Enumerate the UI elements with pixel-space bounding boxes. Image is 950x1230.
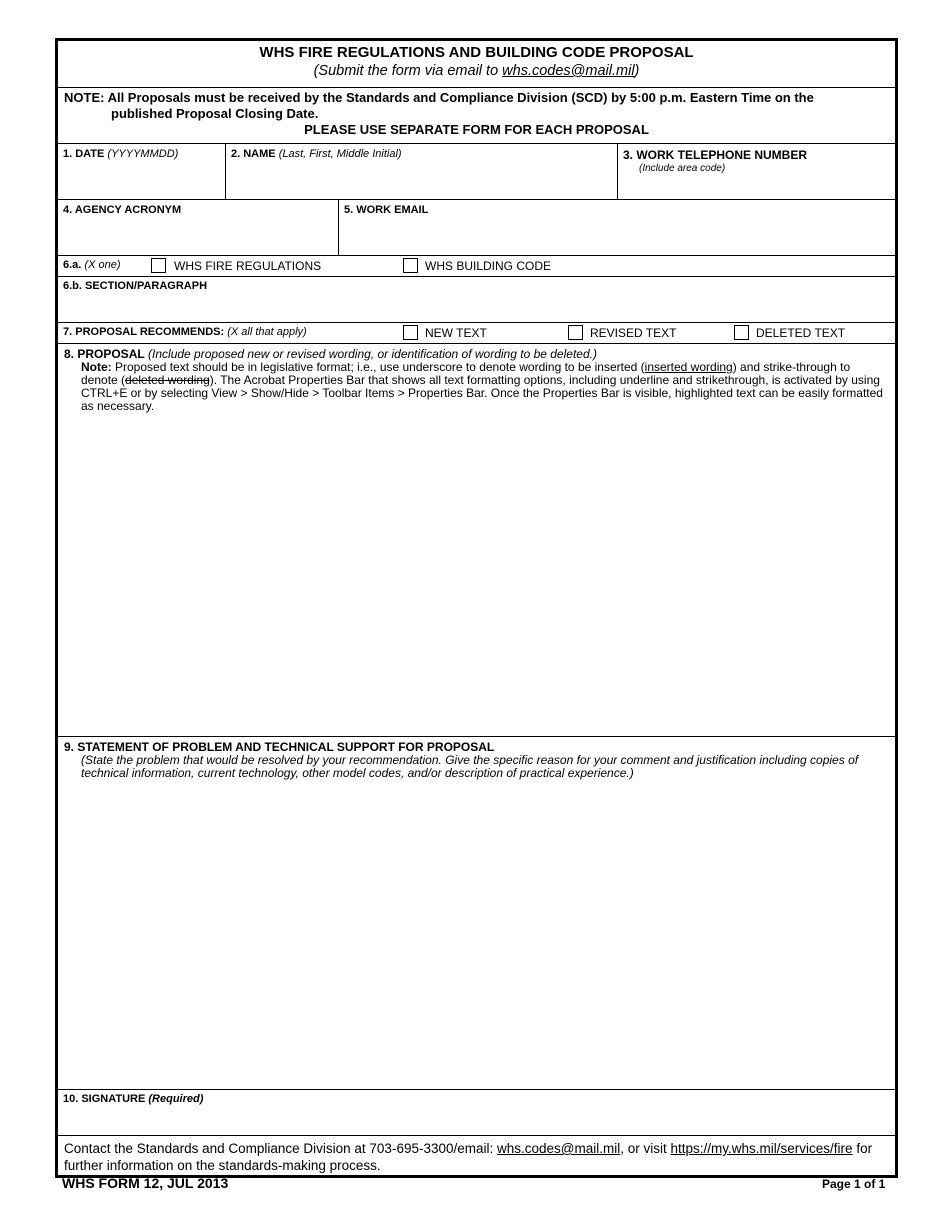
name-label: 2. NAME: [231, 148, 276, 160]
fire-regulations-label: WHS FIRE REGULATIONS: [174, 259, 322, 273]
statement-label: 9. STATEMENT OF PROBLEM AND TECHNICAL SUPPORT FOR PROPOSAL: [64, 740, 495, 754]
inserted-wording-example: inserted wording: [644, 360, 733, 374]
notice-line-1: NOTE: All Proposals must be received by the Standards and Compliance Division (SCD) by 5:00 p.m. Eastern Time on the: [64, 90, 814, 105]
phone-hint: (Include area code): [639, 163, 726, 174]
sec6a-label: 6.a.: [63, 259, 82, 271]
phone-label: 3. WORK TELEPHONE NUMBER: [623, 148, 808, 162]
sec6a-hint: (X one): [84, 259, 121, 271]
work-email-field[interactable]: [339, 200, 895, 255]
page-number: Page 1 of 1: [822, 1177, 886, 1191]
deleted-text-label: DELETED TEXT: [756, 326, 846, 340]
contact-email-link[interactable]: whs.codes@mail.mil: [497, 1141, 621, 1156]
proposal-label: 8. PROPOSAL: [64, 347, 145, 361]
name-field[interactable]: [226, 144, 618, 199]
sec7-hint: (X all that apply): [227, 326, 307, 338]
subtitle-prefix: (Submit the form via email to: [313, 63, 503, 79]
row-identity: [58, 144, 895, 200]
new-text-label: NEW TEXT: [425, 326, 487, 340]
form-header: [58, 41, 895, 88]
date-field[interactable]: [58, 144, 226, 199]
contact-box: [58, 1136, 895, 1175]
date-label: 1. DATE: [63, 148, 105, 160]
statement-field[interactable]: [58, 737, 895, 1090]
work-email-label: 5. WORK EMAIL: [344, 204, 429, 216]
agency-field[interactable]: [58, 200, 339, 255]
section-paragraph-field[interactable]: [58, 277, 895, 323]
statement-instructions: [64, 741, 884, 780]
contact-middle: , or visit: [620, 1141, 671, 1156]
note-text-a: Proposed text should be in legislative format; i.e., use underscore to denote wording to be inserted (: [111, 360, 645, 374]
signature-field[interactable]: [58, 1090, 895, 1136]
building-code-label: WHS BUILDING CODE: [425, 259, 552, 273]
proposal-instructions: [64, 348, 884, 413]
proposal-hint: (Include proposed new or revised wording, or identification of wording to be deleted.): [148, 347, 597, 361]
new-text-checkbox[interactable]: [403, 325, 418, 340]
statement-hint: (State the problem that would be resolved by your recommendation. Give the specific reason for your comment and justification including copies of technical information, current technology, other model codes, and/or description of practical experience.): [81, 753, 859, 780]
note-text-b: ) and strike-through to denote (: [81, 360, 851, 387]
row-6a: [58, 256, 895, 277]
row-7: [58, 323, 895, 344]
note-label: Note:: [81, 360, 112, 374]
building-code-checkbox[interactable]: [403, 258, 418, 273]
proposal-field[interactable]: [58, 344, 895, 737]
deleted-text-checkbox[interactable]: [734, 325, 749, 340]
phone-field[interactable]: [618, 144, 895, 199]
date-hint: (YYYYMMDD): [107, 148, 179, 160]
sec6b-label: 6.b. SECTION/PARAGRAPH: [63, 280, 208, 292]
row-contact: [58, 200, 895, 256]
form-number: WHS FORM 12, JUL 2013: [62, 1175, 229, 1191]
subtitle-suffix: ): [634, 63, 640, 79]
services-link[interactable]: https://my.whs.mil/services/fire: [670, 1141, 853, 1156]
proposal-form: [55, 38, 898, 1178]
notice-box: [58, 88, 895, 144]
submit-email-link[interactable]: whs.codes@mail.mil: [502, 63, 635, 79]
contact-suffix: for further information on the standards-making process.: [64, 1141, 873, 1173]
agency-label: 4. AGENCY ACRONYM: [63, 204, 182, 216]
revised-text-label: REVISED TEXT: [590, 326, 677, 340]
signature-label: 10. SIGNATURE: [63, 1093, 146, 1105]
notice-line-2: published Proposal Closing Date.: [111, 106, 319, 121]
signature-hint: (Required): [148, 1093, 204, 1105]
revised-text-checkbox[interactable]: [568, 325, 583, 340]
form-title: WHS FIRE REGULATIONS AND BUILDING CODE PROPOSAL: [259, 44, 694, 61]
notice-line-3: PLEASE USE SEPARATE FORM FOR EACH PROPOSAL: [304, 122, 649, 137]
sec7-label: 7. PROPOSAL RECOMMENDS:: [63, 326, 225, 338]
note-text-c: ). The Acrobat Properties Bar that shows all text formatting options, including underline and strikethrough, is activated by using CTRL+E or by selecting View > Show/Hide > Toolbar Items > Properties Bar. Once the Properties Bar is visible, highlighted text can be easily formatted as necessary.: [81, 373, 883, 413]
contact-text: [64, 1140, 890, 1174]
form-subtitle: [58, 63, 895, 79]
contact-prefix: Contact the Standards and Compliance Division at 703-695-3300/email:: [64, 1141, 498, 1156]
deleted-wording-example: deleted wording: [125, 373, 210, 387]
fire-regulations-checkbox[interactable]: [151, 258, 166, 273]
name-hint: (Last, First, Middle Initial): [278, 148, 402, 160]
